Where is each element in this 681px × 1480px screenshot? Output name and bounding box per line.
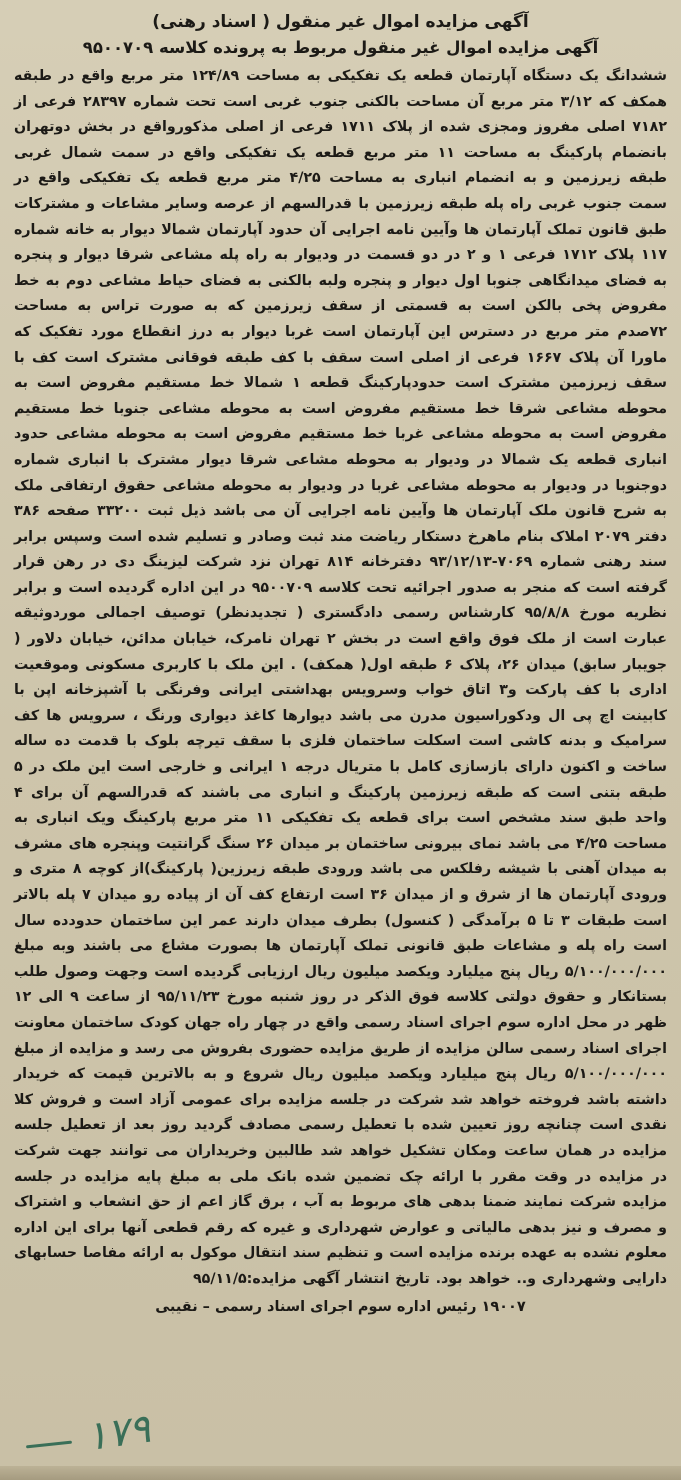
bottom-edge-strip [0, 1466, 681, 1480]
notice-signature: ۱۹۰۰۷ رئیس اداره سوم اجرای اسناد رسمی – نقیبی [155, 1298, 526, 1315]
pen-stroke-mark [26, 1441, 72, 1449]
notice-title: آگهی مزایده اموال غیر منقول ( اسناد رهنی) [152, 12, 529, 32]
notice-body: ششدانگ یک دستگاه آپارتمان قطعه یک تفکیکی به مساحت ۱۲۴/۸۹ متر مربع واقع در طبقه همکف که ۳/۱۲ متر مربع آن مساحت بالکنی جنوب غربی است تحت شماره ۲۸۳۹۷ فرعی از ۷۱۸۲ اصلی مفروز ومجزی شده از پلاک ۱۷۱۱ فرعی از اصلی مذکورواقع در بخش دوتهران بانضمام پارکینگ به مساحت ۱۱ متر مربع قطعه یک تفکیکی واقع در سمت شمال غربی طبقه زیرزمین و به انضمام انباری به مساحت ۴/۲۵ متر مربع قطعه یک تفکیکی واقع در سمت جنوب غربی راه پله طبقه زیرزمین با قدرالسهم از عرصه وسایر مشاعات و مشترکات طبق قانون تملک آپارتمان ها وآیین نامه اجرایی آن حدود آپارتمان شمالا دیوار به خانه شماره ۱۱۷ پلاک ۱۷۱۲ فرعی ۱ و ۲ در دو قسمت در ودیوار به راه پله مشاعی شرقا دیوار و پنجره به فضای میدانگاهی جنوبا اول دیوار و پنجره ولبه بالکنی به فضای حیاط مشاعی دوم به خط مفروض پخی بالکن است به قسمتی از سقف زیرزمین که به صورت تراس به مساحت ۷۲صدم متر مربع در دسترس این آپارتمان است غربا دیوار به درز انقطاع مورد تفکیک که ماورا آن پلاک ۱۶۶۷ فرعی از اصلی است سقف با کف طبقه فوقانی مشترک است کف با سقف زیرزمین مشترک است حدودپارکینگ قطعه ۱ شمالا خط مستقیم مفروض است به محوطه مشاعی شرقا خط مستقیم مفروض است به محوطه مشاعی جنوبا خط مستقیم مفروض است به محوطه مشاعی غربا خط مستقیم مفروض است به محوطه مشاعی حدود انباری قطعه یک شمالا در ودیوار به محوطه مشاعی شرقا دیوار مشترک با انباری شماره دوجنوبا در ودیوار به محوطه مشاعی غربا در ودیوار به محوطه مشاعی حقوق ارتفاقی ملک به شرح قانون ملک آپارتمان ها وآیین نامه اجرایی آن می باشد ذیل ثبت ۳۳۲۰۰ صفحه ۳۸۶ دفتر ۲۰۷۹ املاک بنام ماهرخ دستکار ریاضت مند ثبت وصادر و تسلیم شده است وسپس برابر سند رهنی شماره ۷۰۶۹-۹۳/۱۲/۱۳ دفترخانه ۸۱۴ تهران نزد شرکت لیزینگ دی در رهن قرار گرفته است که منجر به صدور اجرائیه تحت کلاسه ۹۵۰۰۷۰۹ در این اداره گردیده است و برابر نظریه مورخ ۹۵/۸/۸ کارشناس رسمی دادگستری ( تجدیدنظر) توصیف اجمالی موردوثیقه عبارت است از ملک فوق واقع است در بخش ۲ تهران نامرک، خیابان مدائن، خیابان دلاور ( جویبار سابق) میدان ۲۶، پلاک ۶ طبقه اول( همکف) . این ملک با کاربری مسکونی وموقعیت اداری با کف پارکت و۳ اتاق خواب وسرویس بهداشتی ایرانی وفرنگی با آشپزخانه اپن با کابینت اچ پی ال ودکوراسیون مدرن می باشد دیوارها کاغذ دیواری ورنگ ، سرویس ها کف سرامیک و بدنه کاشی است اسکلت ساختمان فلزی با سقف تیرچه بلوک با قدمت ده ساله ساخت و اکنون دارای بازسازی کامل با متریال درجه ۱ ایرانی و خارجی است این ملک در ۵ طبقه بتنی است که طبقه زیرزمین پارکینگ و انباری می باشند که قدرالسهم آن برای ۴ واحد طبق سند مشخص است برای قطعه یک تفکیکی ۱۱ متر مربع پارکینگ ویک انباری به مساحت ۴/۲۵ می باشد نمای بیرونی ساختمان بر میدان ۲۶ سنگ گرانتیت وپنجره های مشرف به میدان آهنی با شیشه رفلکس می باشد ورودی طبقه زیرزین( پارکینگ)از کوچه ۸ متری و ورودی آپارتمان ها از شرق و از میدان ۳۶ است ارتفاع کف آن از پیاده رو میدان ۷ پله بالاتر است طبقات ۳ تا ۵ برآمدگی ( کنسول) بطرف میدان دارند عمر این ساختمان حدودده سال است راه پله و مشاعات طبق قانونی تملک آپارتمان ها بصورت مشاع می باشند وبه مبلغ ۵/۱۰۰/۰۰۰/۰۰۰ ریال پنج میلیارد ویکصد میلیون ریال ارزیابی گردیده است وجهت وصول طلب بستانکار و حقوق دولتی کلاسه فوق الذکر در روز شنبه مورخ ۹۵/۱۱/۲۳ از ساعت ۹ الی ۱۲ ظهر در محل اداره سوم اجرای اسناد رسمی واقع در چهار راه جهان کودک ساختمان معاونت اجرای اسناد رسمی سالن مزایده از طریق مزایده حضوری بفروش می رسد و مزایده از مبلغ ۵/۱۰۰/۰۰۰/۰۰۰ ریال پنج میلیارد ویکصد میلیون ریال شروع و به بالاترین قیمت که خریدار داشته باشد فروخته خواهد شد شرکت در جلسه مزایده برای عمومی آزاد است و فروش کلا نقدی است چنانچه روز تعیین شده با تعطیل رسمی مصادف گردید روز بعد از تعطیل جلسه مزایده در همان ساعت ومکان تشکیل خواهد شد طالبین وخریداران می توانند جهت شرکت در مزایده در وقت مقرر با ارائه چک تضمین شده بانک ملی به مبلغ پایه مزایده در جلسه مزایده شرکت نمایند ضمنا بدهی های مربوط به آب ، برق گاز اعم از حق انشعاب و اشتراک و مصرف و نیز بدهی مالیاتی و عوارض شهرداری و غیره که رقم قطعی آنها برای این اداره معلوم نشده به عهده برنده مزایده است و تنظیم سند انتقال موکول به ارائه مفاصا حسابهای دارایی وشهرداری و.. خواهد بود. تاریخ انتشار آگهی مزایده:۹۵/۱۱/۵ [14, 68, 668, 1287]
handwritten-number: ۱۷۹ [83, 1405, 154, 1461]
notice-subtitle: آگهی مزایده اموال غیر منقول مربوط به پرونده کلاسه ۹۵۰۰۷۰۹ [82, 38, 599, 57]
